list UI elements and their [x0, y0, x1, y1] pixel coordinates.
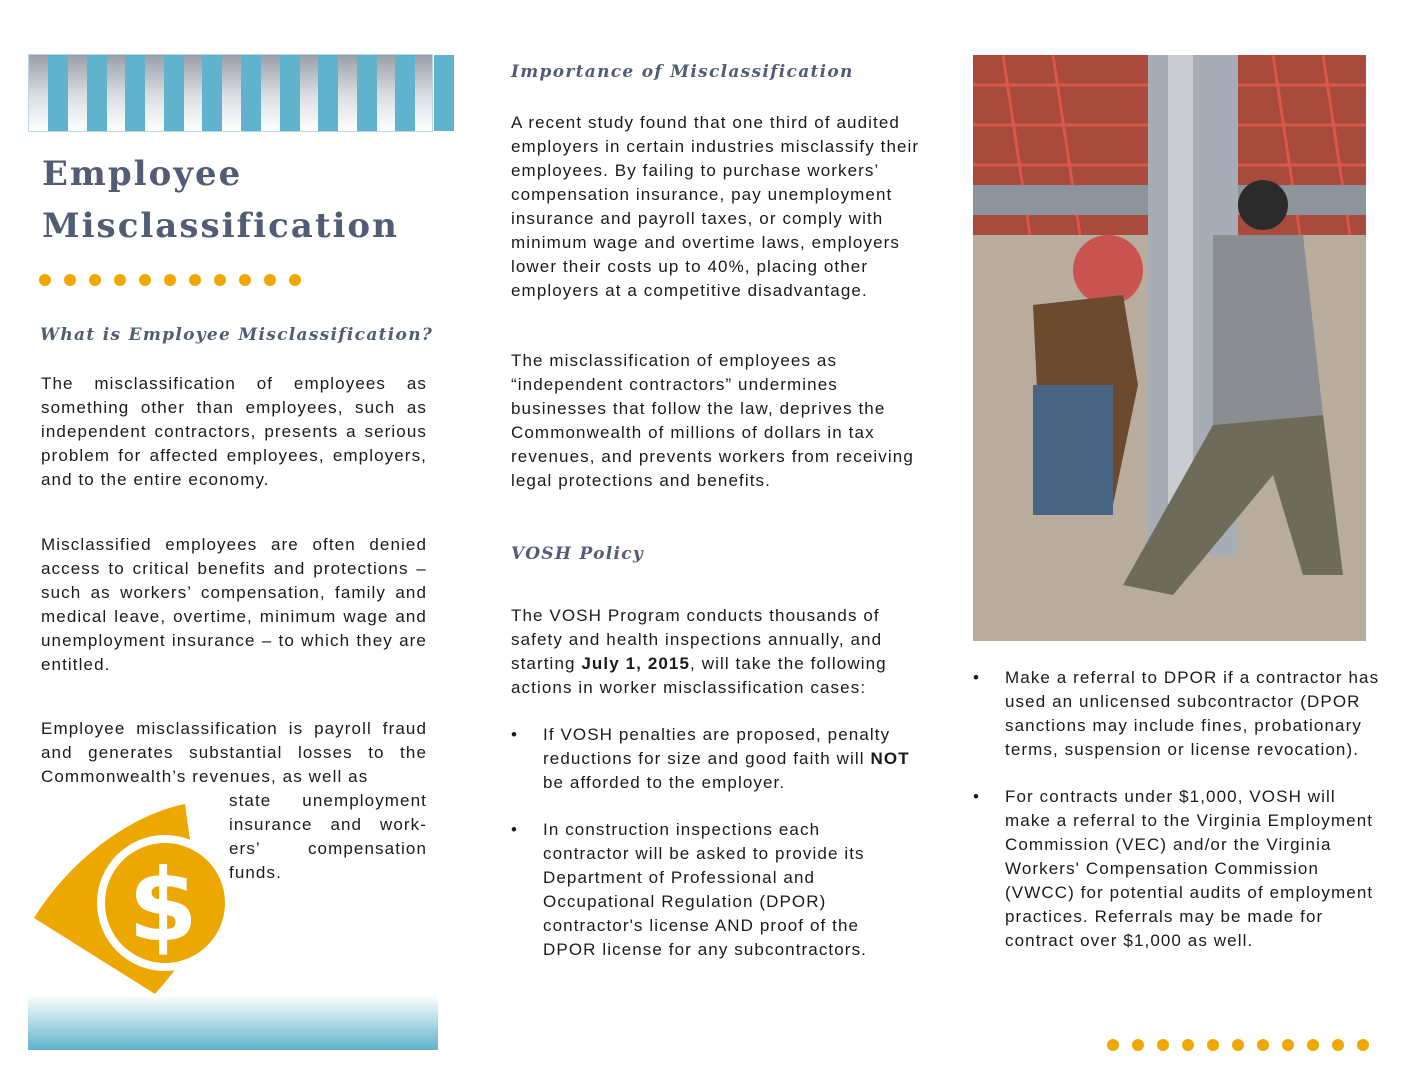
stripe [241, 55, 261, 131]
policy-list [511, 723, 911, 985]
referral-list [973, 666, 1383, 976]
dot [289, 274, 301, 286]
paragraph: The misclassification of employees as “independent contractors” undermines businesses that follow the law, deprives the Commonwealth of millions of dollars in tax revenues, and prevents workers from receiving legal protections and benefits. [511, 351, 914, 490]
paragraph [511, 604, 921, 700]
dot [1282, 1039, 1294, 1051]
section-heading-what-is: What is Employee Misclassification? [40, 325, 434, 345]
dot [1207, 1039, 1219, 1051]
dot [114, 274, 126, 286]
dot [264, 274, 276, 286]
stripe [87, 55, 107, 131]
stripe [318, 55, 338, 131]
dot [164, 274, 176, 286]
dot [1182, 1039, 1194, 1051]
dot [39, 274, 51, 286]
title-line-2: Misclassification [42, 206, 399, 246]
stripe [280, 55, 300, 131]
page-title [42, 148, 399, 252]
dot [1357, 1039, 1369, 1051]
dollar-coin-icon [30, 800, 230, 996]
text: be afforded to the employer. [543, 773, 786, 792]
stripe [357, 55, 377, 131]
stripe [434, 55, 454, 131]
stripe [125, 55, 145, 131]
list-item: • Make a referral to DPOR if a contractor has used an unlicensed subcontractor (DPOR sanctions may include fines, probationary terms, suspension or license revocation). [973, 666, 1383, 762]
dot [189, 274, 201, 286]
stripe [164, 55, 184, 131]
dot-divider [1107, 1039, 1369, 1051]
list-item [511, 723, 911, 795]
dot [1232, 1039, 1244, 1051]
text: , will take the following actions in worker misclassification cases: [511, 654, 887, 697]
stripe [395, 55, 415, 131]
list-item: • For contracts under $1,000, VOSH will make a referral to the Virginia Employment Commission (VEC) and/or the Virginia Workers' Compensation Commission (VWCC) for potential audits of employment practices. Referrals may be made for contract over $1,000 as well. [973, 785, 1383, 953]
paragraph: The misclassification of employees as something other than employees, such as independent contractors, presents a serious problem for affected employees, employers, and to the entire economy. [41, 374, 427, 489]
effective-date: July 1, 2015 [581, 654, 691, 673]
dot [1332, 1039, 1344, 1051]
paragraph-continued: state unemployment insurance and work-ers’ compensation funds. [229, 791, 427, 882]
section-heading-vosh-policy: VOSH Policy [511, 544, 645, 564]
svg-text:$: $ [128, 847, 198, 964]
section-heading-importance: Importance of Misclassification [511, 62, 854, 82]
text: The VOSH Program conducts thousands of safety and health inspections annually, and starting [511, 606, 883, 673]
list-item: • In construction inspections each contractor will be asked to provide its Department of Professional and Occupational Regulation (DPOR) contractor's license AND proof of the DPOR license for any subcontractors. [511, 818, 911, 962]
dot [1157, 1039, 1169, 1051]
construction-workers-photo [973, 55, 1366, 641]
paragraph: A recent study found that one third of audited employers in certain industries misclassify their employees. By failing to purchase workers’ compensation insurance, pay unemployment insurance and payroll taxes, or comply with minimum wage and overtime laws, employers lower their costs up to 40%, placing other employers at a competitive disadvantage. [511, 113, 920, 300]
paragraph: Employee misclassification is payroll fraud and generates substantial losses to the Commonwealth’s revenues, as well as [41, 719, 427, 786]
stripe [202, 55, 222, 131]
dot [1132, 1039, 1144, 1051]
dot [214, 274, 226, 286]
stripe [48, 55, 68, 131]
bottom-gradient-bar [28, 995, 438, 1050]
dot-divider [39, 274, 301, 286]
dot [1307, 1039, 1319, 1051]
title-line-1: Employee [42, 154, 243, 194]
dot [89, 274, 101, 286]
striped-banner [28, 54, 433, 132]
dot [239, 274, 251, 286]
text: If VOSH penalties are proposed, penalty reductions for size and good faith will [543, 725, 891, 768]
dot [1107, 1039, 1119, 1051]
paragraph: Misclassified employees are often denied access to critical benefits and protections – such as workers’ compensation, family and medical leave, overtime, minimum wage and unemployment insurance – to which they are entitled. [41, 535, 427, 674]
dot [1257, 1039, 1269, 1051]
emphasis: NOT [870, 749, 910, 768]
dot [139, 274, 151, 286]
dot [64, 274, 76, 286]
